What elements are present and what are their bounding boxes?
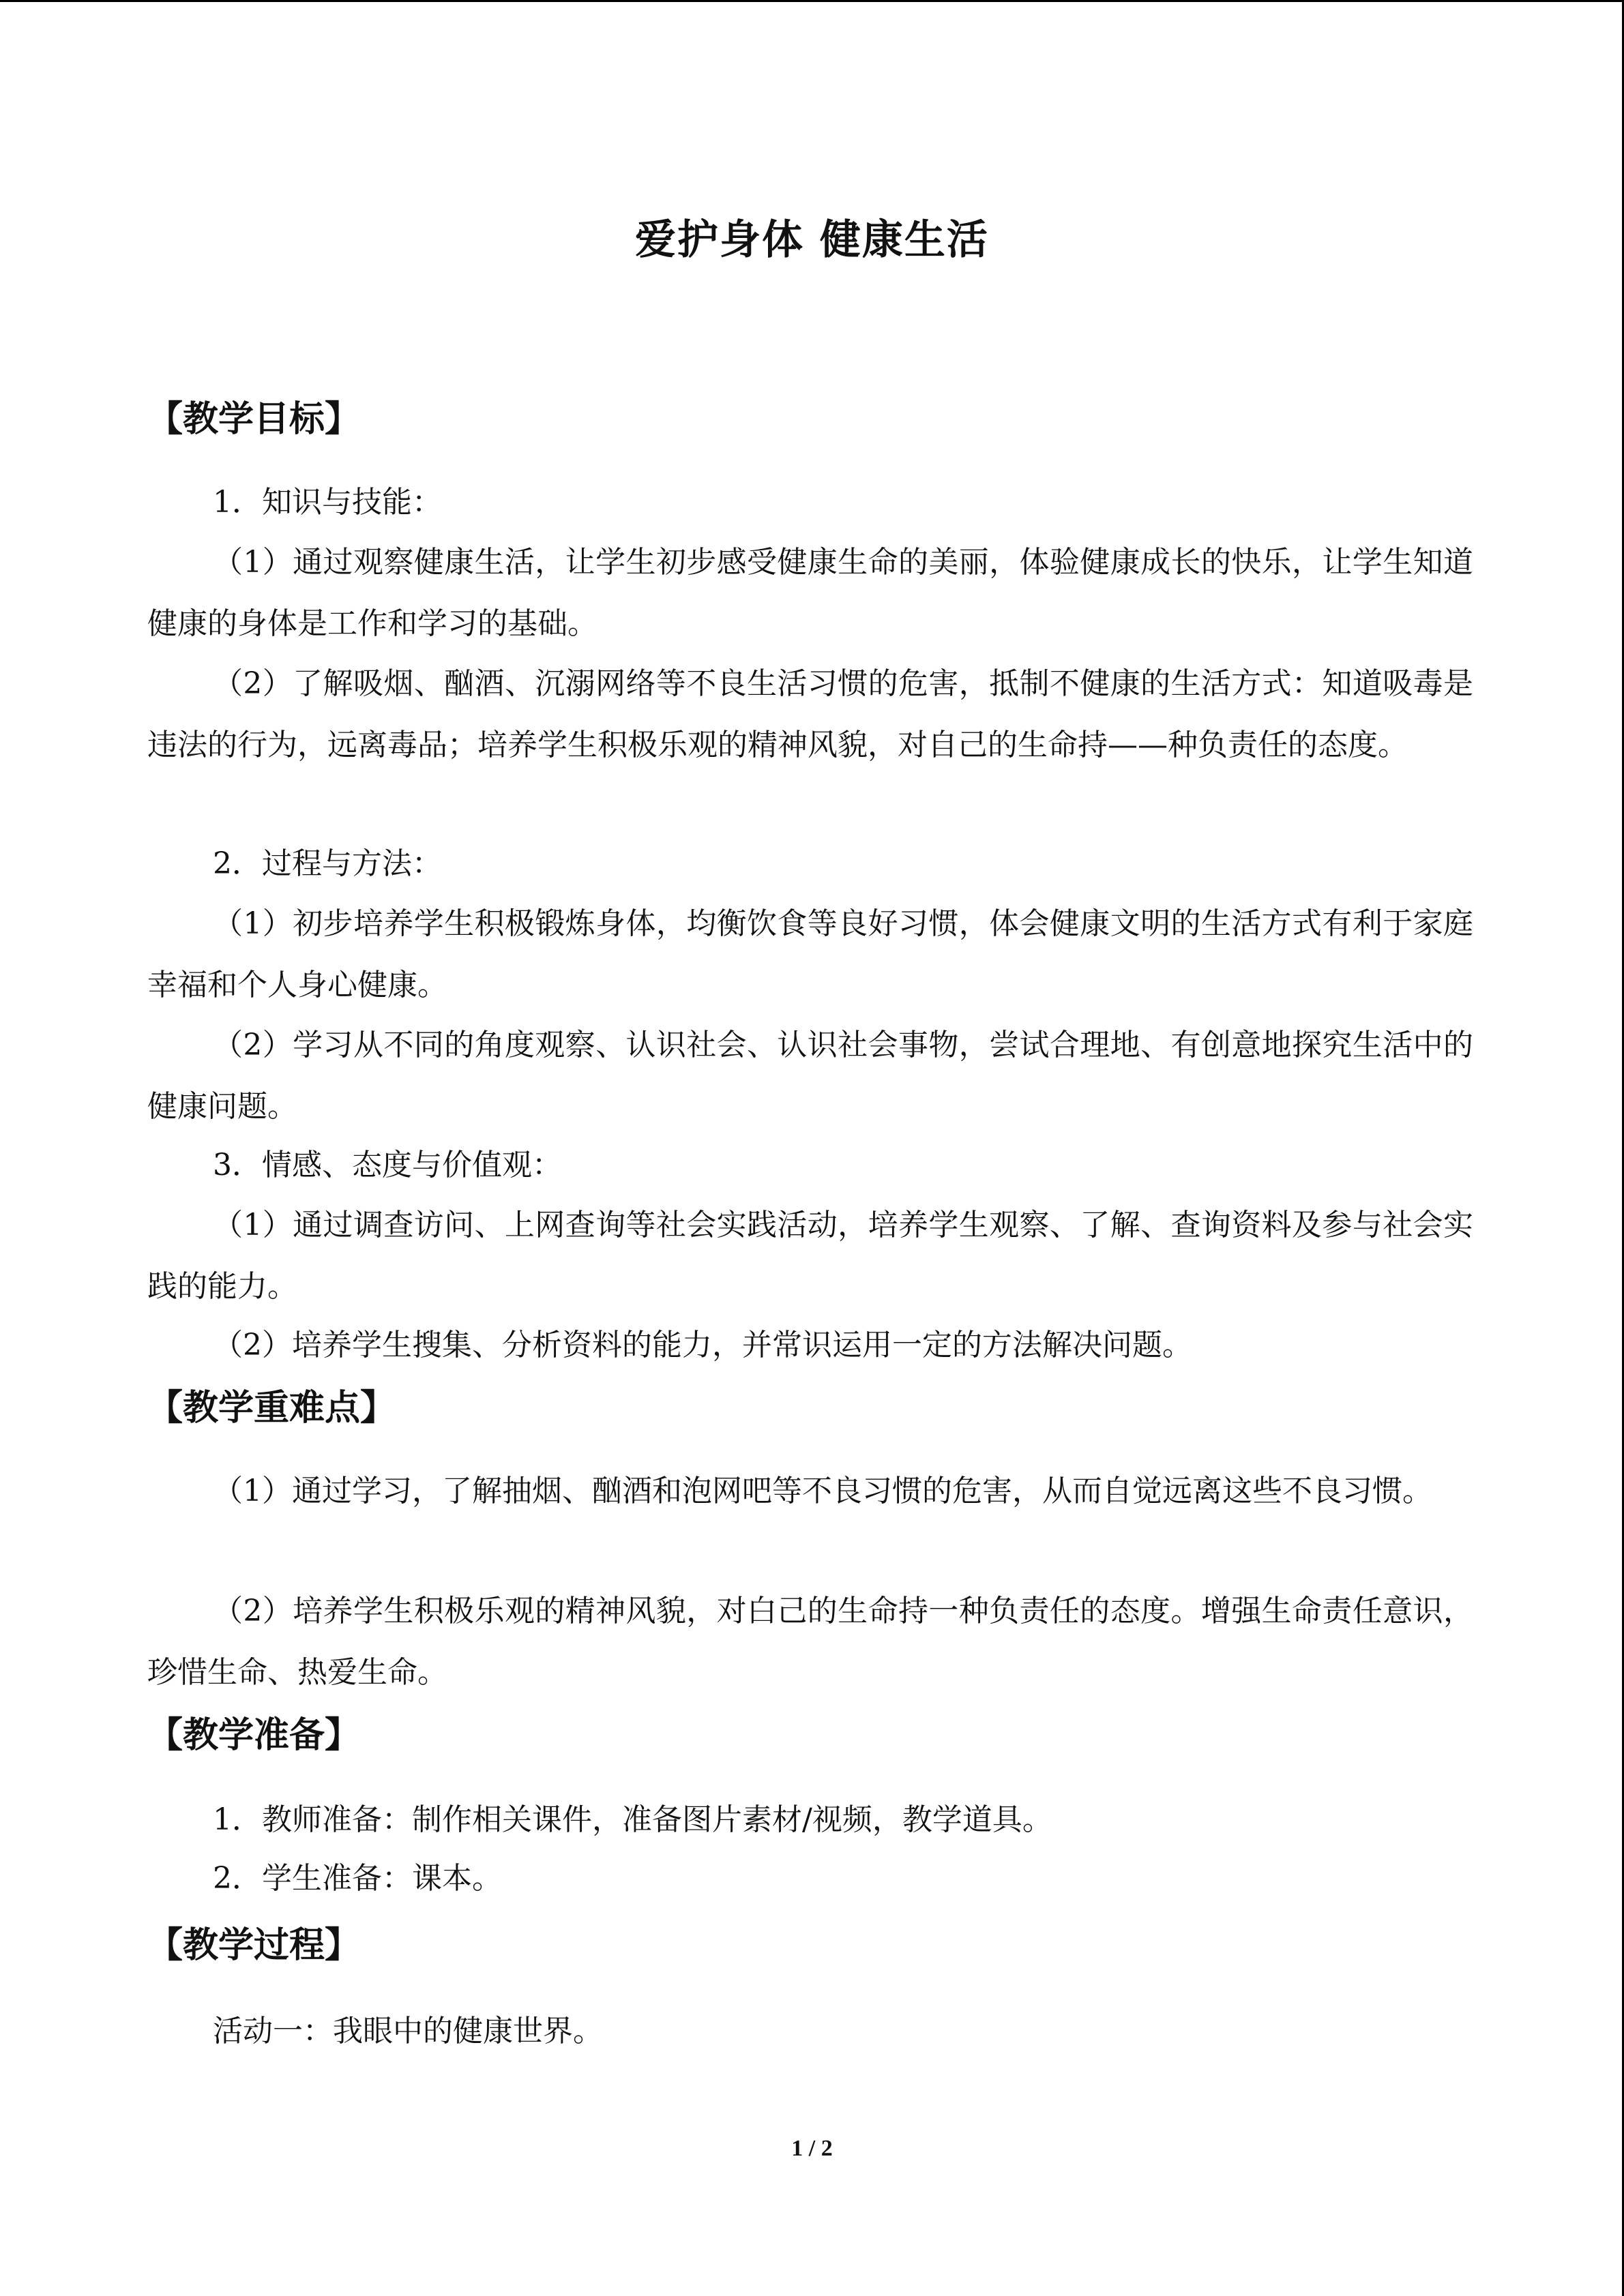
objective-3-label: 3．情感、态度与价值观： (213, 1148, 562, 1182)
objective-3-paragraph-2: （2）培养学生搜集、分析资料的能力，并常识运用一定的方法解决问题。 (213, 1328, 1192, 1362)
objective-1-paragraph-2: （2）了解吸烟、酗酒、沉溺网络等不良生活习惯的危害，抵制不健康的生活方式：知道吸毒是违法的行为，远离毒品；培养学生积极乐观的精神风貌，对自己的生命持——种负责任的态度。 (147, 666, 1473, 762)
heading-key-points: 【教学重难点】 (147, 1388, 396, 1429)
objective-2-paragraph-2: （2）学习从不同的角度观察、认识社会、认识社会事物，尝试合理地、有创意地探究生活中的健康问题。 (147, 1028, 1473, 1124)
heading-teaching-process: 【教学过程】 (147, 1925, 361, 1966)
objective-2-paragraph-1: （1）初步培养学生积极锻炼身体，均衡饮食等良好习惯，体会健康文明的生活方式有利于家庭幸福和个人身心健康。 (147, 906, 1473, 1002)
objective-1-label: 1．知识与技能： (213, 485, 442, 520)
objective-3-paragraph-1: （1）通过调查访问、上网查询等社会实践活动，培养学生观察、了解、查询资料及参与社会实践的能力。 (147, 1208, 1473, 1304)
key-point-paragraph-1: （1）通过学习，了解抽烟、酗酒和泡网吧等不良习惯的危害，从而自觉远离这些不良习惯。 (213, 1474, 1432, 1508)
preparation-item-teacher: 1．教师准备：制作相关课件，准备图片素材/视频，教学道具。 (213, 1802, 1052, 1837)
top-border-line (0, 0, 1624, 2)
page-number: 1 / 2 (791, 2136, 833, 2161)
preparation-item-student: 2．学生准备：课本。 (213, 1861, 502, 1896)
key-point-paragraph-2: （2）培养学生积极乐观的精神风貌，对白己的生命持一种负责任的态度。增强生命责任意识，珍惜生命、热爱生命。 (147, 1594, 1473, 1690)
process-activity-1: 活动一：我眼中的健康世界。 (213, 2014, 603, 2048)
document-title: 爱护身体 健康生活 (635, 216, 989, 264)
objective-2-label: 2．过程与方法： (213, 846, 442, 881)
objective-1-paragraph-1: （1）通过观察健康生活，让学生初步感受健康生命的美丽，体验健康成长的快乐，让学生知道健康的身体是工作和学习的基础。 (147, 545, 1473, 641)
heading-teaching-preparation: 【教学准备】 (147, 1715, 361, 1756)
heading-teaching-objectives: 【教学目标】 (147, 399, 361, 440)
